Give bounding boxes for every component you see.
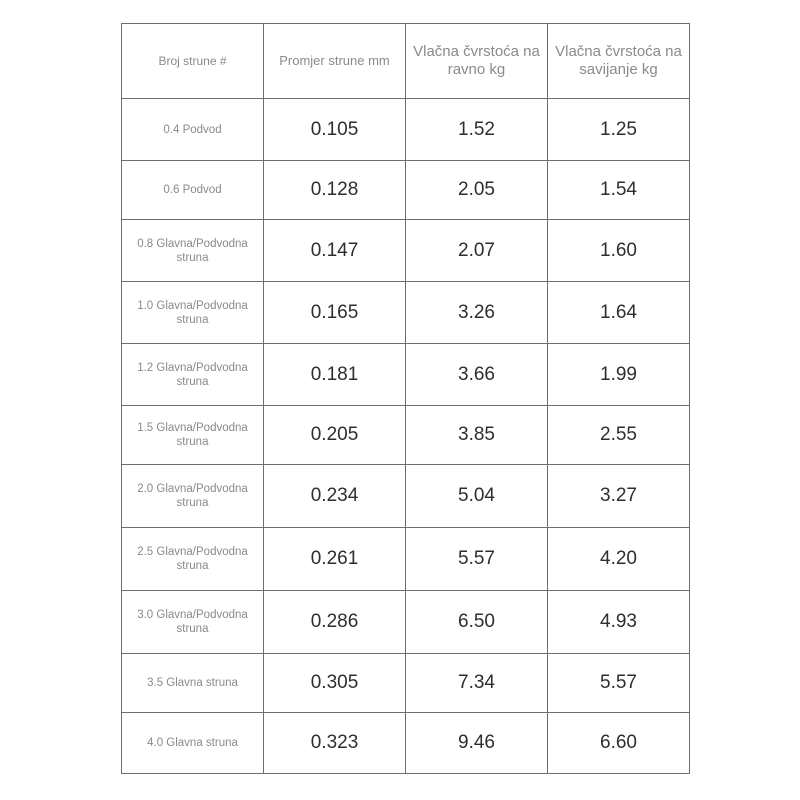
table-row (122, 527, 690, 590)
straight-strength-cell: 3.26 (406, 282, 548, 344)
header-line-number: Broj strune # (122, 24, 264, 99)
line-number-cell: 2.0 Glavna/Podvodna struna (122, 465, 264, 527)
table-row (122, 220, 690, 282)
straight-strength-cell: 5.57 (406, 527, 548, 590)
knot-strength-cell: 1.25 (548, 99, 690, 161)
header-straight-strength: Vlačna čvrstoća na ravno kg (406, 24, 548, 99)
straight-strength-cell: 9.46 (406, 712, 548, 773)
knot-strength-cell: 6.60 (548, 712, 690, 773)
knot-strength-cell: 3.27 (548, 465, 690, 527)
table-row (122, 465, 690, 527)
straight-strength-cell: 1.52 (406, 99, 548, 161)
line-number-cell: 0.8 Glavna/Podvodna struna (122, 220, 264, 282)
knot-strength-cell: 5.57 (548, 653, 690, 712)
diameter-cell: 0.105 (264, 99, 406, 161)
knot-strength-cell: 1.64 (548, 282, 690, 344)
table-row (122, 344, 690, 406)
table-header-row (122, 24, 690, 99)
diameter-cell: 0.147 (264, 220, 406, 282)
diameter-cell: 0.205 (264, 406, 406, 465)
line-number-cell: 3.0 Glavna/Podvodna struna (122, 590, 264, 653)
straight-strength-cell: 6.50 (406, 590, 548, 653)
straight-strength-cell: 2.05 (406, 161, 548, 220)
diameter-cell: 0.261 (264, 527, 406, 590)
straight-strength-cell: 3.85 (406, 406, 548, 465)
table-row (122, 282, 690, 344)
straight-strength-cell: 2.07 (406, 220, 548, 282)
header-knot-strength: Vlačna čvrstoća na savijanje kg (548, 24, 690, 99)
line-number-cell: 4.0 Glavna struna (122, 712, 264, 773)
diameter-cell: 0.305 (264, 653, 406, 712)
knot-strength-cell: 2.55 (548, 406, 690, 465)
diameter-cell: 0.286 (264, 590, 406, 653)
knot-strength-cell: 1.99 (548, 344, 690, 406)
table-row (122, 712, 690, 773)
line-spec-table (121, 23, 690, 774)
spec-table-container (121, 23, 690, 774)
line-number-cell: 0.4 Podvod (122, 99, 264, 161)
line-number-cell: 1.0 Glavna/Podvodna struna (122, 282, 264, 344)
table-row (122, 590, 690, 653)
table-row (122, 99, 690, 161)
knot-strength-cell: 1.54 (548, 161, 690, 220)
diameter-cell: 0.323 (264, 712, 406, 773)
straight-strength-cell: 5.04 (406, 465, 548, 527)
table-row (122, 653, 690, 712)
line-number-cell: 1.2 Glavna/Podvodna struna (122, 344, 264, 406)
knot-strength-cell: 4.20 (548, 527, 690, 590)
line-number-cell: 0.6 Podvod (122, 161, 264, 220)
line-number-cell: 3.5 Glavna struna (122, 653, 264, 712)
table-row (122, 161, 690, 220)
straight-strength-cell: 3.66 (406, 344, 548, 406)
header-diameter: Promjer strune mm (264, 24, 406, 99)
knot-strength-cell: 4.93 (548, 590, 690, 653)
diameter-cell: 0.181 (264, 344, 406, 406)
diameter-cell: 0.234 (264, 465, 406, 527)
table-row (122, 406, 690, 465)
diameter-cell: 0.165 (264, 282, 406, 344)
knot-strength-cell: 1.60 (548, 220, 690, 282)
diameter-cell: 0.128 (264, 161, 406, 220)
straight-strength-cell: 7.34 (406, 653, 548, 712)
line-number-cell: 1.5 Glavna/Podvodna struna (122, 406, 264, 465)
line-number-cell: 2.5 Glavna/Podvodna struna (122, 527, 264, 590)
